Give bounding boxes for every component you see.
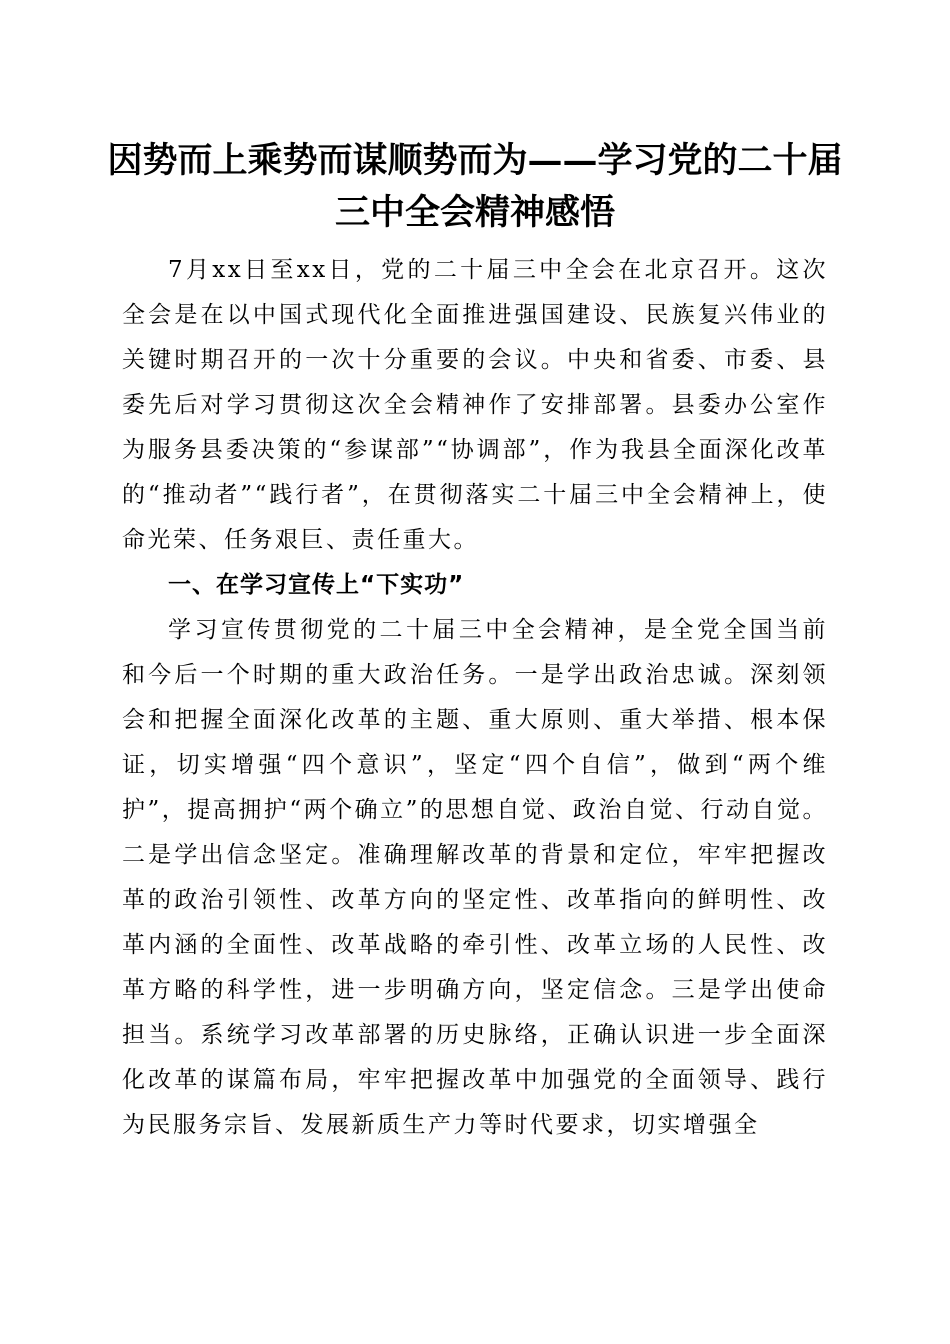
section-heading-1: 一、在学习宣传上“下实功” bbox=[168, 572, 465, 598]
section-1-paragraph: 学习宣传贯彻党的二十届三中全会精神，是全党全国当前和今后一个时期的重大政治任务。一是学出政治忠诚。深刻领会和把握全面深化改革的主题、重大原则、重大举措、根本保证，切实增强“四个意识”，坚定“四个自信”，做到“两个维护”，提高拥护“两个确立”的思想自觉、政治自觉、行动自觉。二是学出信念坚定。准确理解改革的背景和定位，牢牢把握改革的政治引领性、改革方向的坚定性、改革指向的鲜明性、改革内涵的全面性、改革战略的牵引性、改革立场的人民性、改革方略的科学性，进一步明确方向，坚定信念。三是学出使命担当。系统学习改革部署的历史脉络，正确认识进一步全面深化改革的谋篇布局，牢牢把握改革中加强党的全面领导、践行为民服务宗旨、发展新质生产力等时代要求，切实增强全 bbox=[122, 617, 828, 1138]
intro-paragraph: 7月xx日至xx日，党的二十届三中全会在北京召开。这次全会是在以中国式现代化全面推进强国建设、民族复兴伟业的关键时期召开的一次十分重要的会议。中央和省委、市委、县委先后对学习贯彻这次全会精神作了安排部署。县委办公室作为服务县委决策的“参谋部”“协调部”，作为我县全面深化改革的“推动者”“践行者”，在贯彻落实二十届三中全会精神上，使命光荣、任务艰巨、责任重大。 bbox=[122, 257, 828, 553]
document-body bbox=[122, 248, 828, 1148]
document-title: 因势而上乘势而谋顺势而为——学习党的二十届三中全会精神感悟 bbox=[107, 140, 843, 233]
